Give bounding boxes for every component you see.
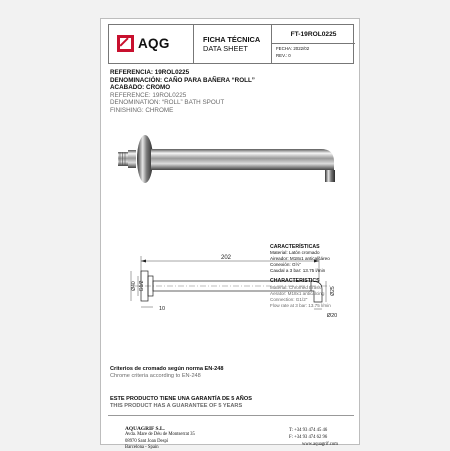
footer-company: AQUAGRIF S.L. (125, 426, 165, 432)
dim-height-label: Ø40 (131, 281, 137, 291)
footer-city: 08970 Sant Joan Despí (125, 438, 169, 444)
footer-fax: F: +34 93 474 62 96 (289, 434, 328, 440)
chrome-criteria (110, 366, 223, 380)
spec-es-material: Material: Latón cromado (270, 250, 320, 256)
data-sheet (100, 18, 360, 450)
spec-en-connection: Connection: G1/2" (270, 296, 308, 302)
dim-outlet-label: Ø20 (326, 313, 338, 319)
sheet-code: FT-19ROL0225 (272, 25, 355, 44)
warranty (110, 396, 252, 410)
sheet-revision: REV.: 0 (276, 53, 291, 58)
dim-length-label: 202 (220, 255, 232, 261)
dim-arrow-left (141, 260, 146, 263)
footer-divider (108, 415, 354, 416)
spec-es-aerator: Aireador: M18x1 anticalcáreo (270, 256, 330, 262)
info-finish-en: FINISHING: CHROME (110, 106, 174, 114)
dim-thread-label: G1/2 (139, 280, 145, 292)
info-ref-es: REFERENCIA: 19ROL0225 (110, 69, 190, 76)
footer-phone: T: +34 93 474 45 46 (289, 428, 328, 433)
spec-en-material: Material: Chromed Brass (270, 284, 321, 290)
footer-web: www.aquagrif.com (302, 441, 338, 447)
title-en: DATA SHEET (203, 44, 248, 53)
info-finish-es: ACABADO: CROMO (110, 84, 171, 91)
spec-es-flow: Caudal a 3 bar: 13.75 l/min (270, 268, 326, 274)
specs-title-es: CARACTERÍSTICAS (270, 244, 320, 250)
footer-street: Avda. Mare de Déu de Montserrat 35 (125, 432, 195, 438)
title-es: FICHA TÉCNICA (203, 35, 261, 44)
spec-es-connection: Conexión: G½" (270, 262, 301, 268)
info-denomination-es: DENOMINACIÓN: CAÑO PARA BAÑERA “ROLL” (110, 76, 255, 84)
footer-contact (289, 428, 338, 449)
specs-block (270, 244, 354, 309)
brand-name: AQG (138, 36, 170, 51)
warranty-en: THIS PRODUCT HAS A GUARANTEE OF 5 YEARS (110, 403, 243, 410)
chrome-criteria-es: Criterios de cromado según norma EN-248 (110, 366, 224, 372)
spec-en-aerator: Aerator: M18x1 anticalcing (270, 290, 325, 296)
spec-en-flow: Flow rate at 3 bar: 13.75 l/min (270, 302, 331, 308)
info-ref-en: REFERENCE: 19ROL0225 (110, 91, 187, 99)
info-denomination-en: DENOMINATION: “ROLL” BATH SPOUT (110, 99, 225, 106)
footer-region: Barcelona - Spain (125, 444, 159, 450)
footer-address (125, 426, 195, 451)
specs-title-en: CHARACTERISTICS (270, 278, 320, 285)
chrome-criteria-en: Chrome criteria according to EN-248 (110, 373, 201, 379)
warranty-es: ESTE PRODUCTO TIENE UNA GARANTÍA DE 5 AÑOS (110, 396, 252, 402)
dim-tip-label: Ø25 (330, 286, 336, 296)
dim-depth-label: 10 (159, 306, 166, 312)
sheet-date: FECHA: 2022/02 (276, 46, 310, 51)
